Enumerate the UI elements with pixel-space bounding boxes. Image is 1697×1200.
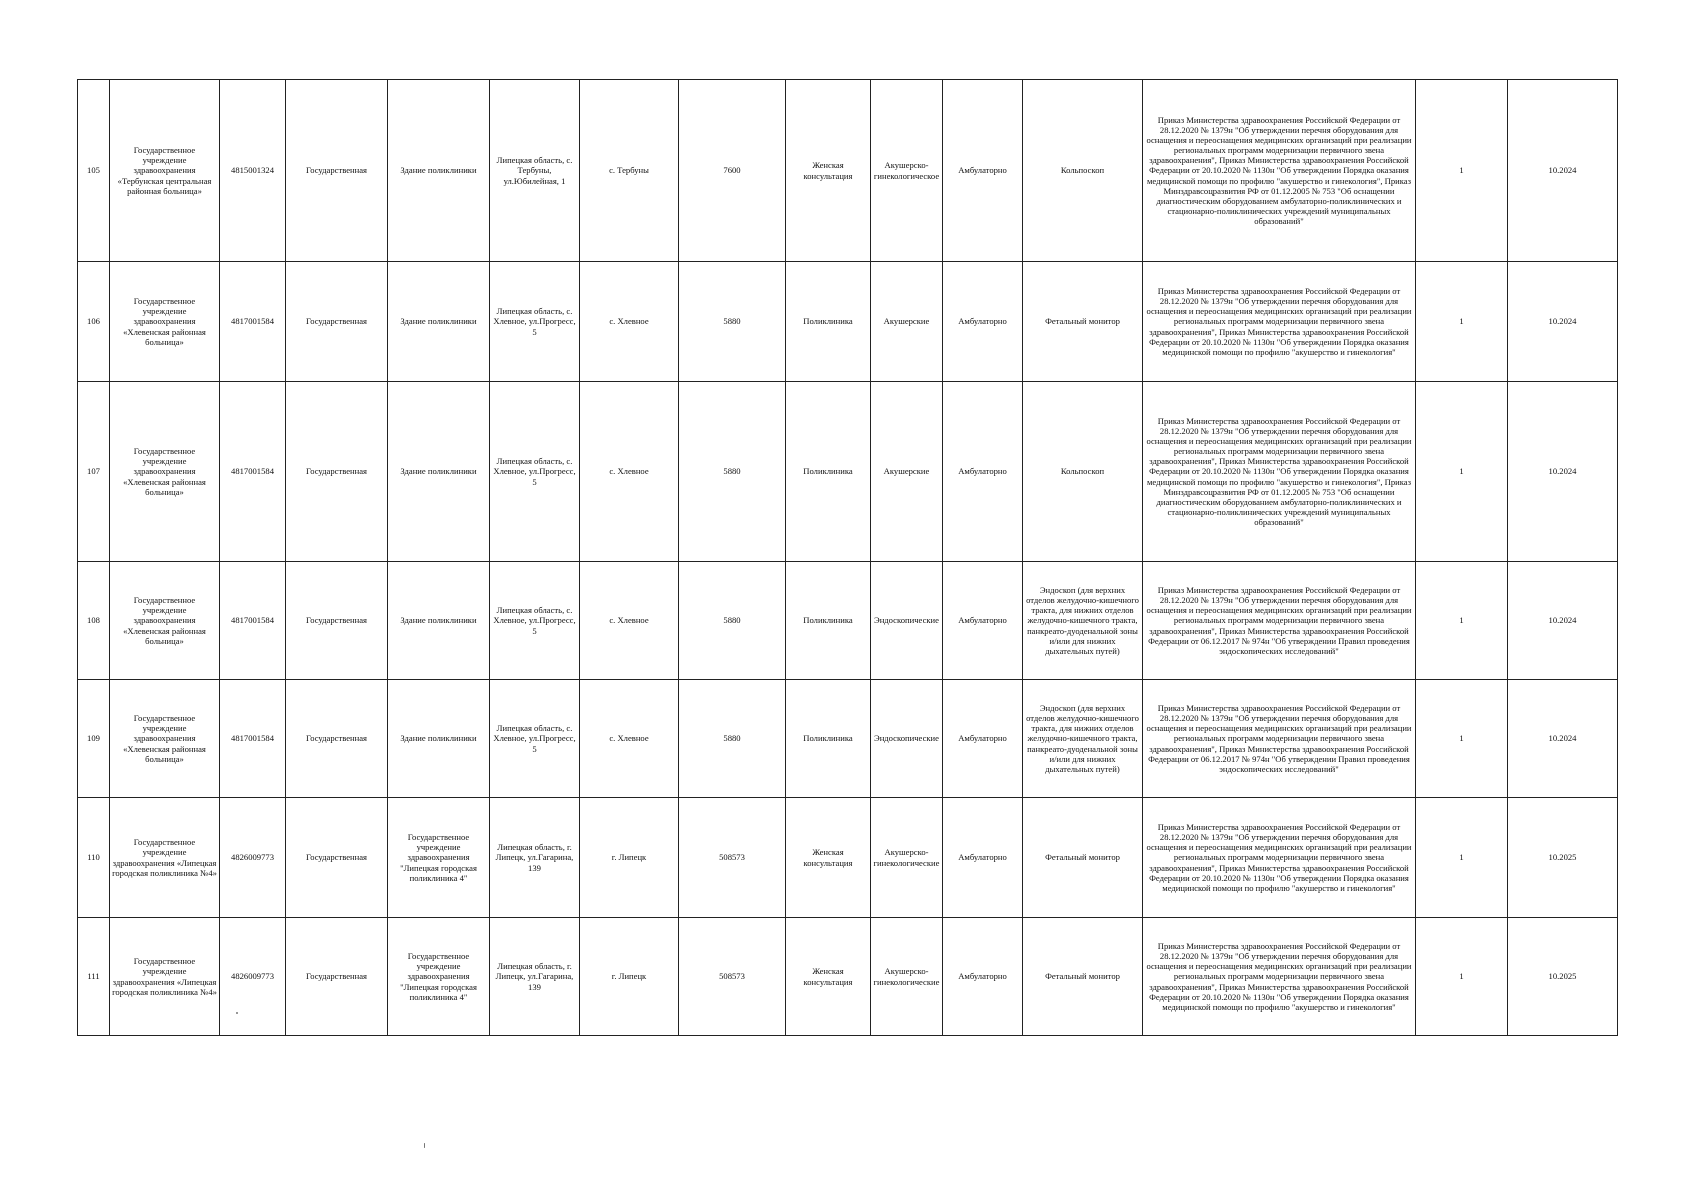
profile: Акушерско-гинекологическое bbox=[871, 80, 943, 262]
building: Здание поликлиники bbox=[388, 262, 490, 382]
scan-speck bbox=[424, 1143, 425, 1148]
unit: Поликлиника bbox=[786, 262, 871, 382]
quantity: 1 bbox=[1416, 262, 1508, 382]
ownership-form: Государственная bbox=[286, 262, 388, 382]
ownership-form: Государственная bbox=[286, 382, 388, 562]
institution-name: Государственное учреждение здравоохранения «Хлевенская районная больница» bbox=[110, 562, 220, 680]
population: 5880 bbox=[679, 562, 786, 680]
inn: 4826009773 bbox=[220, 918, 286, 1036]
equipment: Кольпоскоп bbox=[1023, 80, 1143, 262]
address: Липецкая область, г. Липецк, ул.Гагарина, 139 bbox=[490, 798, 580, 918]
equipment: Фетальный монитор bbox=[1023, 798, 1143, 918]
unit: Поликлиника bbox=[786, 562, 871, 680]
legal-basis: Приказ Министерства здравоохранения Российской Федерации от 28.12.2020 № 1379н "Об утверждении перечня оборудования для оснащения и переоснащения медицинских организаций при реализации региональных программ модернизации первичного звена здравоохранения", Приказ Министерства здравоохранения Российской Федерации от 20.10.2020 № 1130н "Об утверждении Порядка оказания медицинской помощи по профилю "акушерство и гинекология" bbox=[1143, 262, 1416, 382]
address: Липецкая область, с. Хлевное, ул.Прогресс, 5 bbox=[490, 562, 580, 680]
population: 7600 bbox=[679, 80, 786, 262]
row-number: 108 bbox=[78, 562, 110, 680]
deadline: 10.2024 bbox=[1508, 382, 1618, 562]
inn: 4817001584 bbox=[220, 562, 286, 680]
address: Липецкая область, с. Хлевное, ул.Прогресс, 5 bbox=[490, 382, 580, 562]
table-body bbox=[78, 80, 1618, 1036]
building: Здание поликлиники bbox=[388, 562, 490, 680]
table-row bbox=[78, 680, 1618, 798]
deadline: 10.2025 bbox=[1508, 798, 1618, 918]
population: 5880 bbox=[679, 680, 786, 798]
quantity: 1 bbox=[1416, 918, 1508, 1036]
row-number: 106 bbox=[78, 262, 110, 382]
unit: Поликлиника bbox=[786, 382, 871, 562]
table-row bbox=[78, 382, 1618, 562]
settlement: с. Тербуны bbox=[580, 80, 679, 262]
building: Государственное учреждение здравоохранения "Липецкая городская поликлиника 4" bbox=[388, 918, 490, 1036]
institution-name: Государственное учреждение здравоохранения «Хлевенская районная больница» bbox=[110, 680, 220, 798]
population: 5880 bbox=[679, 382, 786, 562]
profile: Эндоскопические bbox=[871, 680, 943, 798]
legal-basis: Приказ Министерства здравоохранения Российской Федерации от 28.12.2020 № 1379н "Об утверждении перечня оборудования для оснащения и переоснащения медицинских организаций при реализации региональных программ модернизации первичного звена здравоохранения", Приказ Министерства здравоохранения Российской Федерации от 20.10.2020 № 1130н "Об утверждении Порядка оказания медицинской помощи по профилю "акушерство и гинекология", Приказ Минздравсоцразвития РФ от 01.12.2005 № 753 "Об оснащении диагностическим оборудованием амбулаторно-поликлинических и стационарно-поликлинических учреждений муниципальных образований" bbox=[1143, 80, 1416, 262]
ownership-form: Государственная bbox=[286, 798, 388, 918]
care-type: Амбулаторно bbox=[943, 382, 1023, 562]
quantity: 1 bbox=[1416, 382, 1508, 562]
unit: Поликлиника bbox=[786, 680, 871, 798]
address: Липецкая область, с. Тербуны, ул.Юбилейная, 1 bbox=[490, 80, 580, 262]
settlement: с. Хлевное bbox=[580, 262, 679, 382]
legal-basis: Приказ Министерства здравоохранения Российской Федерации от 28.12.2020 № 1379н "Об утверждении перечня оборудования для оснащения и переоснащения медицинских организаций при реализации региональных программ модернизации первичного звена здравоохранения", Приказ Министерства здравоохранения Российской Федерации от 06.12.2017 № 974н "Об утверждении Правил проведения эндоскопических исследований" bbox=[1143, 562, 1416, 680]
address: Липецкая область, г. Липецк, ул.Гагарина, 139 bbox=[490, 918, 580, 1036]
institution-name: Государственное учреждение здравоохранения «Хлевенская районная больница» bbox=[110, 382, 220, 562]
care-type: Амбулаторно bbox=[943, 562, 1023, 680]
population: 508573 bbox=[679, 798, 786, 918]
ownership-form: Государственная bbox=[286, 918, 388, 1036]
care-type: Амбулаторно bbox=[943, 918, 1023, 1036]
equipment: Фетальный монитор bbox=[1023, 262, 1143, 382]
equipment: Эндоскоп (для верхних отделов желудочно-кишечного тракта, для нижних отделов желудочно-кишечного тракта, панкреато-дуоденальной зоны и/или для нижних дыхательных путей) bbox=[1023, 680, 1143, 798]
deadline: 10.2024 bbox=[1508, 562, 1618, 680]
population: 508573 bbox=[679, 918, 786, 1036]
profile: Акушерские bbox=[871, 382, 943, 562]
row-number: 107 bbox=[78, 382, 110, 562]
legal-basis: Приказ Министерства здравоохранения Российской Федерации от 28.12.2020 № 1379н "Об утверждении перечня оборудования для оснащения и переоснащения медицинских организаций при реализации региональных программ модернизации первичного звена здравоохранения", Приказ Министерства здравоохранения Российской Федерации от 20.10.2020 № 1130н "Об утверждении Порядка оказания медицинской помощи по профилю "акушерство и гинекология" bbox=[1143, 798, 1416, 918]
settlement: г. Липецк bbox=[580, 918, 679, 1036]
legal-basis: Приказ Министерства здравоохранения Российской Федерации от 28.12.2020 № 1379н "Об утверждении перечня оборудования для оснащения и переоснащения медицинских организаций при реализации региональных программ модернизации первичного звена здравоохранения", Приказ Министерства здравоохранения Российской Федерации от 20.10.2020 № 1130н "Об утверждении Порядка оказания медицинской помощи по профилю "акушерство и гинекология" bbox=[1143, 918, 1416, 1036]
legal-basis: Приказ Министерства здравоохранения Российской Федерации от 28.12.2020 № 1379н "Об утверждении перечня оборудования для оснащения и переоснащения медицинских организаций при реализации региональных программ модернизации первичного звена здравоохранения", Приказ Министерства здравоохранения Российской Федерации от 06.12.2017 № 974н "Об утверждении Правил проведения эндоскопических исследований" bbox=[1143, 680, 1416, 798]
address: Липецкая область, с. Хлевное, ул.Прогресс, 5 bbox=[490, 680, 580, 798]
inn: 4817001584 bbox=[220, 382, 286, 562]
ownership-form: Государственная bbox=[286, 562, 388, 680]
profile: Акушерско-гинекологические bbox=[871, 918, 943, 1036]
building: Здание поликлиники bbox=[388, 680, 490, 798]
row-number: 109 bbox=[78, 680, 110, 798]
equipment: Фетальный монитор bbox=[1023, 918, 1143, 1036]
care-type: Амбулаторно bbox=[943, 262, 1023, 382]
unit: Женская консультация bbox=[786, 80, 871, 262]
settlement: с. Хлевное bbox=[580, 562, 679, 680]
care-type: Амбулаторно bbox=[943, 80, 1023, 262]
quantity: 1 bbox=[1416, 680, 1508, 798]
equipment: Эндоскоп (для верхних отделов желудочно-кишечного тракта, для нижних отделов желудочно-кишечного тракта, панкреато-дуоденальной зоны и/или для нижних дыхательных путей) bbox=[1023, 562, 1143, 680]
unit: Женская консультация bbox=[786, 918, 871, 1036]
scan-speck bbox=[236, 1012, 238, 1014]
institution-name: Государственное учреждение здравоохранения «Липецкая городская поликлиника №4» bbox=[110, 918, 220, 1036]
inn: 4817001584 bbox=[220, 262, 286, 382]
deadline: 10.2025 bbox=[1508, 918, 1618, 1036]
profile: Акушерские bbox=[871, 262, 943, 382]
settlement: с. Хлевное bbox=[580, 680, 679, 798]
inn: 4826009773 bbox=[220, 798, 286, 918]
care-type: Амбулаторно bbox=[943, 680, 1023, 798]
settlement: с. Хлевное bbox=[580, 382, 679, 562]
deadline: 10.2024 bbox=[1508, 80, 1618, 262]
institution-name: Государственное учреждение здравоохранения «Липецкая городская поликлиника №4» bbox=[110, 798, 220, 918]
quantity: 1 bbox=[1416, 562, 1508, 680]
population: 5880 bbox=[679, 262, 786, 382]
building: Здание поликлиники bbox=[388, 80, 490, 262]
inn: 4817001584 bbox=[220, 680, 286, 798]
row-number: 111 bbox=[78, 918, 110, 1036]
equipment: Кольпоскоп bbox=[1023, 382, 1143, 562]
building: Государственное учреждение здравоохранения "Липецкая городская поликлиника 4" bbox=[388, 798, 490, 918]
institution-name: Государственное учреждение здравоохранения «Тербунская центральная районная больница» bbox=[110, 80, 220, 262]
table-row bbox=[78, 918, 1618, 1036]
table-row bbox=[78, 562, 1618, 680]
address: Липецкая область, с. Хлевное, ул.Прогресс, 5 bbox=[490, 262, 580, 382]
ownership-form: Государственная bbox=[286, 80, 388, 262]
deadline: 10.2024 bbox=[1508, 262, 1618, 382]
building: Здание поликлиники bbox=[388, 382, 490, 562]
inn: 4815001324 bbox=[220, 80, 286, 262]
row-number: 105 bbox=[78, 80, 110, 262]
table-row bbox=[78, 798, 1618, 918]
equipment-register-table bbox=[77, 79, 1618, 1036]
profile: Акушерско-гинекологические bbox=[871, 798, 943, 918]
care-type: Амбулаторно bbox=[943, 798, 1023, 918]
unit: Женская консультация bbox=[786, 798, 871, 918]
ownership-form: Государственная bbox=[286, 680, 388, 798]
profile: Эндоскопические bbox=[871, 562, 943, 680]
quantity: 1 bbox=[1416, 80, 1508, 262]
quantity: 1 bbox=[1416, 798, 1508, 918]
row-number: 110 bbox=[78, 798, 110, 918]
table-row bbox=[78, 262, 1618, 382]
institution-name: Государственное учреждение здравоохранения «Хлевенская районная больница» bbox=[110, 262, 220, 382]
deadline: 10.2024 bbox=[1508, 680, 1618, 798]
table-row bbox=[78, 80, 1618, 262]
settlement: г. Липецк bbox=[580, 798, 679, 918]
legal-basis: Приказ Министерства здравоохранения Российской Федерации от 28.12.2020 № 1379н "Об утверждении перечня оборудования для оснащения и переоснащения медицинских организаций при реализации региональных программ модернизации первичного звена здравоохранения", Приказ Министерства здравоохранения Российской Федерации от 20.10.2020 № 1130н "Об утверждении Порядка оказания медицинской помощи по профилю "акушерство и гинекология", Приказ Минздравсоцразвития РФ от 01.12.2005 № 753 "Об оснащении диагностическим оборудованием амбулаторно-поликлинических и стационарно-поликлинических учреждений муниципальных образований" bbox=[1143, 382, 1416, 562]
